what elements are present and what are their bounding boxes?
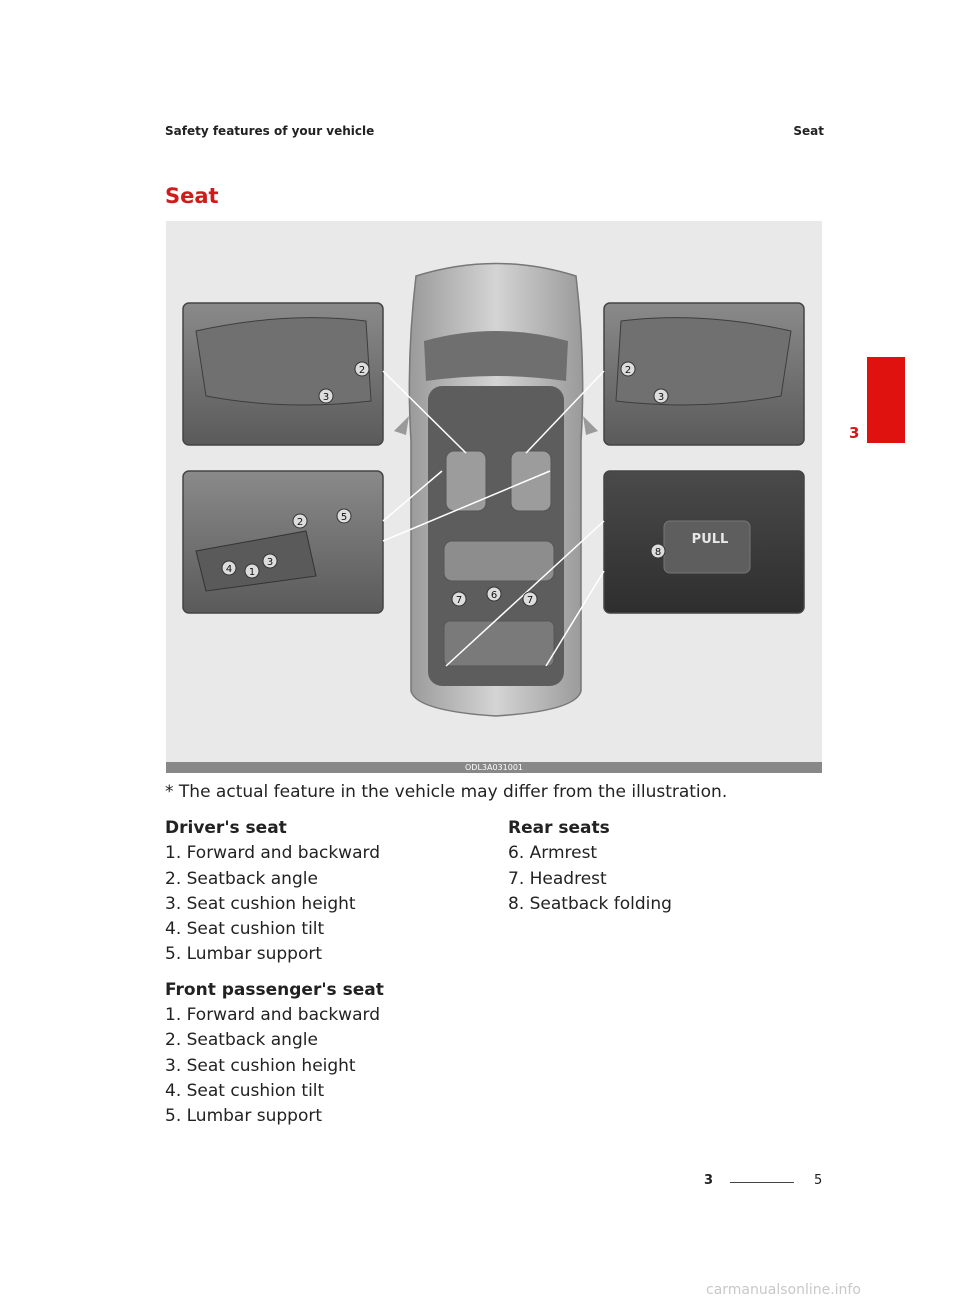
list-item: 8. Seatback folding bbox=[508, 893, 672, 914]
watermark: carmanualsonline.info bbox=[706, 1282, 861, 1298]
rear-seats-heading: Rear seats bbox=[508, 818, 610, 838]
callout-label: 3 bbox=[266, 557, 274, 568]
front-seats-column bbox=[165, 816, 384, 1130]
list-item: 6. Armrest bbox=[508, 843, 598, 864]
list-item: 7. Headrest bbox=[508, 868, 607, 889]
callout-label: 3 bbox=[322, 392, 330, 403]
rear-seats-column bbox=[508, 816, 672, 917]
list-item: 4. Seat cushion tilt bbox=[165, 919, 325, 940]
footer-chapter: 3 bbox=[704, 1173, 714, 1188]
callout-label: 3 bbox=[657, 392, 665, 403]
footer-page-number: 5 bbox=[814, 1173, 823, 1188]
list-item: 2. Seatback angle bbox=[165, 1030, 318, 1051]
list-item: 2. Seatback angle bbox=[165, 868, 318, 889]
callout-label: 2 bbox=[358, 365, 366, 376]
callout-label: 7 bbox=[455, 595, 463, 606]
footer-divider bbox=[730, 1182, 794, 1183]
list-item: 1. Forward and backward bbox=[165, 1005, 380, 1026]
callout-label: 6 bbox=[490, 590, 498, 601]
callout-label: 8 bbox=[654, 547, 662, 558]
callout-label: 7 bbox=[526, 595, 534, 606]
car-seat-diagram bbox=[166, 221, 822, 773]
page-title: Seat bbox=[165, 184, 219, 208]
list-item: 5. Lumbar support bbox=[165, 1106, 323, 1127]
figure-code: ODL3A031001 bbox=[166, 762, 822, 773]
callout-label: 2 bbox=[296, 517, 304, 528]
list-item: 3. Seat cushion height bbox=[165, 893, 356, 914]
chapter-tab bbox=[867, 357, 905, 443]
front-passenger-seat-heading: Front passenger's seat bbox=[165, 979, 384, 1000]
callout-label: 4 bbox=[225, 564, 233, 575]
callout-label: 2 bbox=[624, 365, 632, 376]
chapter-tab-number: 3 bbox=[849, 424, 860, 442]
header-section: Safety features of your vehicle bbox=[165, 124, 375, 138]
callout-label: 1 bbox=[248, 567, 256, 578]
list-item: 1. Forward and backward bbox=[165, 843, 380, 864]
header-topic: Seat bbox=[793, 124, 824, 138]
seat-illustration bbox=[166, 221, 822, 773]
drivers-seat-heading: Driver's seat bbox=[165, 818, 287, 838]
callout-label: 5 bbox=[340, 512, 348, 523]
list-item: 5. Lumbar support bbox=[165, 944, 323, 965]
pull-label: PULL bbox=[691, 532, 729, 547]
list-item: 3. Seat cushion height bbox=[165, 1055, 356, 1076]
list-item: 4. Seat cushion tilt bbox=[165, 1080, 325, 1101]
illustration-note: * The actual feature in the vehicle may differ from the illustration. bbox=[165, 782, 728, 802]
